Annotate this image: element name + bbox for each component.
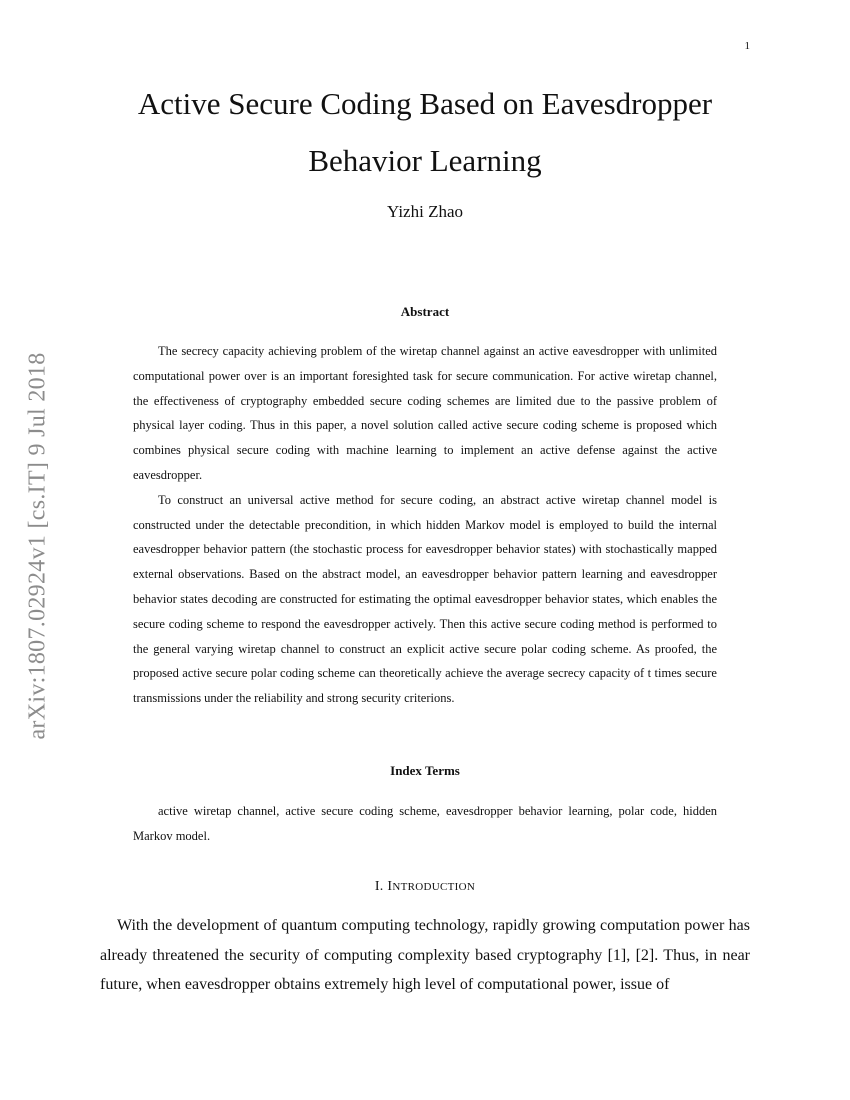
- introduction-numeral: I.: [374, 879, 384, 894]
- abstract-paragraph-2: To construct an universal active method for secure coding, an abstract active wiretap channel model is constructed under the detectable precondition, in which hidden Markov model is employed to build the internal eavesdropper behavior pattern (the stochastic process for eavesdropper behavior states) with stochastically mapped external observations. Based on the abstract model, an eavesdropper behavior pattern learning and eavesdropper behavior states decoding are constructed for estimating the optimal eavesdropper behavior states, which enables the secure coding scheme to respond the eavesdropper actively. Then this active secure coding method is performed to the general varying wiretap channel to construct an explicit active secure polar coding scheme. As proofed, the proposed active secure polar coding scheme can theoretically achieve the average secrecy capacity of t times secure transmissions under the reliability and strong security criterions.: [133, 492, 717, 706]
- introduction-title-rest: NTRODUCTION: [392, 881, 476, 893]
- introduction-heading: [100, 879, 750, 895]
- abstract-body: [133, 339, 717, 711]
- page-number: 1: [744, 40, 750, 52]
- abstract-paragraph-1: The secrecy capacity achieving problem of the wiretap channel against an active eavesdropper with unlimited computational power over is an important foresighted task for secure communication. For active wiretap channel, the effectiveness of cryptography embedded secure coding schemes are limited due to the passive problem of physical layer coding. Thus in this paper, a novel solution called active secure coding scheme is proposed which combines physical secure coding with machine learning to implement an active defense against the active eavesdropper.: [133, 344, 717, 482]
- paper-title: [100, 75, 750, 189]
- index-terms-heading: Index Terms: [390, 763, 460, 778]
- title-line-2: Behavior Learning: [308, 143, 542, 178]
- introduction-title-initial: I: [387, 879, 393, 894]
- title-line-1: Active Secure Coding Based on Eavesdropper: [137, 86, 713, 121]
- index-terms-text: active wiretap channel, active secure coding scheme, eavesdropper behavior learning, polar code, hidden Markov model.: [133, 804, 717, 843]
- abstract-heading: Abstract: [400, 304, 450, 319]
- author-name: Yizhi Zhao: [386, 202, 463, 221]
- arxiv-identifier-stamp: arXiv:1807.02924v1 [cs.IT] 9 Jul 2018: [24, 352, 51, 740]
- introduction-paragraph: With the development of quantum computing technology, rapidly growing computation power has already threatened the security of computing complexity based cryptography [1], [2]. Thus, in near future, when eavesdropper obtains extremely high level of computational power, issue of: [100, 917, 750, 993]
